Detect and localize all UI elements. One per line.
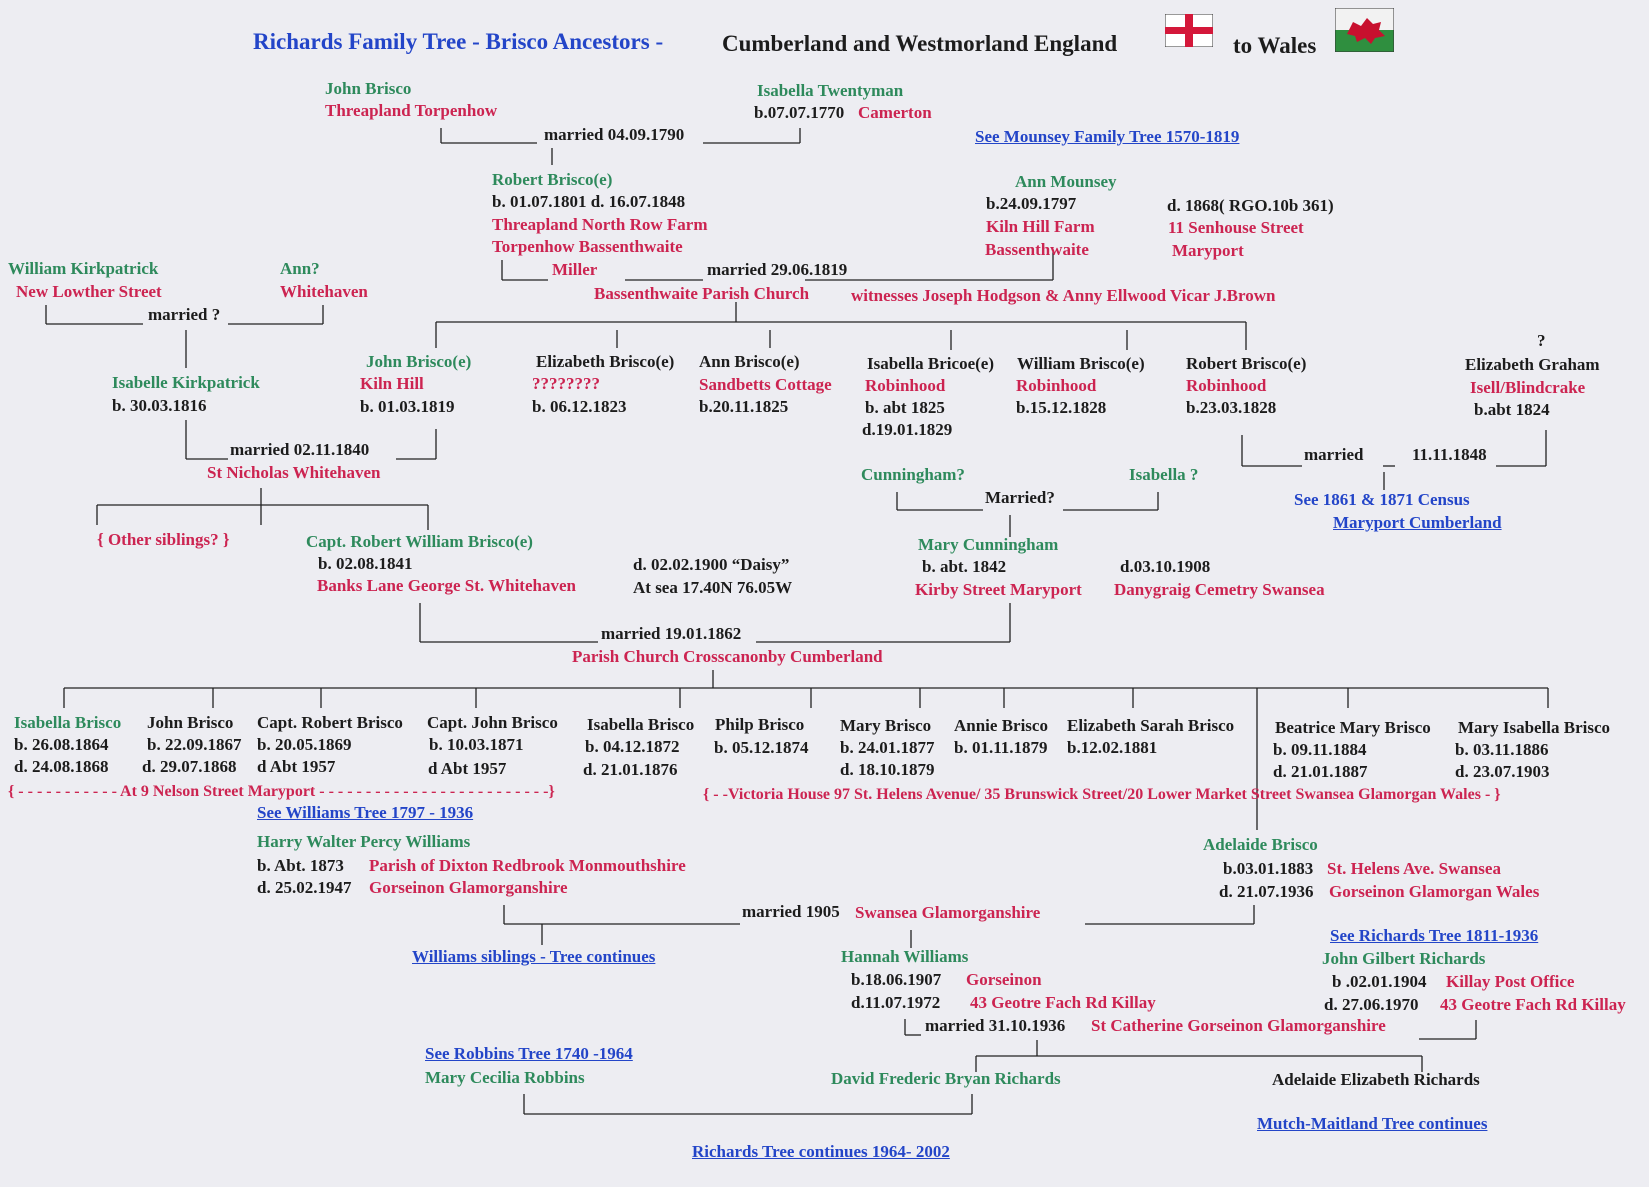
- robert-brisco-name: Robert Brisco(e): [492, 170, 613, 189]
- elizabeth-graham-name: Elizabeth Graham: [1465, 355, 1600, 374]
- isabella-bricoe-place: Robinhood: [865, 376, 946, 395]
- harry-birth-place: Parish of Dixton Redbrook Monmouthshire: [369, 856, 686, 875]
- capt-robert-place: Banks Lane George St. Whitehaven: [317, 576, 576, 595]
- isabella-bricoe-death: d.19.01.1829: [862, 420, 953, 439]
- child-birth: b. 01.11.1879: [954, 738, 1048, 757]
- church-1819: Bassenthwaite Parish Church: [594, 284, 810, 303]
- child-name: Mary Brisco: [840, 716, 932, 735]
- hannah-death-place: 43 Geotre Fach Rd Killay: [970, 993, 1156, 1012]
- church-1840: St Nicholas Whitehaven: [207, 463, 381, 482]
- child-name: Isabella Brisco: [14, 713, 122, 732]
- william-kirkpatrick-name: William Kirkpatrick: [8, 259, 159, 278]
- david-name: David Frederic Bryan Richards: [831, 1069, 1061, 1088]
- mary-cecilia-name: Mary Cecilia Robbins: [425, 1068, 585, 1087]
- robert-brisco-1828-place: Robinhood: [1186, 376, 1267, 395]
- elizabeth-graham-birth: b.abt 1824: [1474, 400, 1550, 419]
- adelaide-birth: b.03.01.1883: [1223, 859, 1314, 878]
- richards-tree-link[interactable]: See Richards Tree 1811-1936: [1330, 926, 1539, 945]
- child-birth: b. 10.03.1871: [429, 735, 524, 754]
- capt-robert-death-place: At sea 17.40N 76.05W: [633, 578, 793, 597]
- williams-tree-link[interactable]: See Williams Tree 1797 - 1936: [257, 803, 474, 822]
- marriage-1790: married 04.09.1790: [544, 125, 685, 144]
- isabelle-kirkpatrick-birth: b. 30.03.1816: [112, 396, 207, 415]
- isabelle-kirkpatrick-name: Isabelle Kirkpatrick: [112, 373, 260, 392]
- marriage-1848-label: married: [1304, 445, 1364, 464]
- mary-cunningham-birth: b. abt. 1842: [922, 557, 1007, 576]
- harry-death-place: Gorseinon Glamorganshire: [369, 878, 568, 897]
- child-birth: b. 22.09.1867: [147, 735, 242, 754]
- ann-mounsey-place1: Kiln Hill Farm: [986, 217, 1095, 236]
- mary-cunningham-death: d.03.10.1908: [1120, 557, 1211, 576]
- john-gilbert-name: John Gilbert Richards: [1322, 949, 1486, 968]
- child-name: Mary Isabella Brisco: [1458, 718, 1611, 737]
- adelaide-name: Adelaide Brisco: [1203, 835, 1318, 854]
- child-name: Elizabeth Sarah Brisco: [1067, 716, 1235, 735]
- elizabeth-graham-mark: ?: [1537, 331, 1546, 350]
- ann-brisco-birth: b.20.11.1825: [699, 397, 789, 416]
- census-link-line2[interactable]: Maryport Cumberland: [1333, 513, 1502, 532]
- child-death: d. 21.01.1887: [1273, 762, 1368, 781]
- ann-q-place: Whitehaven: [280, 282, 368, 301]
- adelaide-elizabeth-name: Adelaide Elizabeth Richards: [1272, 1070, 1480, 1089]
- john-brisco-1819-birth: b. 01.03.1819: [360, 397, 455, 416]
- child-death: d. 18.10.1879: [840, 760, 935, 779]
- page-title-destination: to Wales: [1233, 33, 1317, 58]
- isabella-twentyman-name: Isabella Twentyman: [757, 81, 904, 100]
- capt-robert-death: d. 02.02.1900 “Daisy”: [633, 555, 790, 574]
- hannah-birth: b.18.06.1907: [851, 970, 942, 989]
- capt-robert-name: Capt. Robert William Brisco(e): [306, 532, 533, 551]
- john-gilbert-birth-place: Killay Post Office: [1446, 972, 1575, 991]
- hannah-death: d.11.07.1972: [851, 993, 941, 1012]
- child-name: Capt. Robert Brisco: [257, 713, 403, 732]
- mutch-maitland-link[interactable]: Mutch-Maitland Tree continues: [1257, 1114, 1488, 1133]
- adelaide-death-place: Gorseinon Glamorgan Wales: [1329, 882, 1540, 901]
- ann-brisco-name: Ann Brisco(e): [699, 352, 800, 371]
- marriage-1819: married 29.06.1819: [707, 260, 848, 279]
- mounsey-tree-link[interactable]: See Mounsey Family Tree 1570-1819: [975, 127, 1240, 146]
- harry-death: d. 25.02.1947: [257, 878, 352, 897]
- john-gilbert-birth: b .02.01.1904: [1332, 972, 1427, 991]
- child-death: d. 24.08.1868: [14, 757, 109, 776]
- hannah-birth-place: Gorseinon: [966, 970, 1042, 989]
- hannah-name: Hannah Williams: [841, 947, 969, 966]
- robert-brisco-occupation: Miller: [552, 260, 598, 279]
- child-death: d. 21.01.1876: [583, 760, 678, 779]
- robert-brisco-place1: Threapland North Row Farm: [492, 215, 708, 234]
- place-1905: Swansea Glamorganshire: [855, 903, 1041, 922]
- isabella-q-name: Isabella ?: [1129, 465, 1199, 484]
- robert-brisco-1828-birth: b.23.03.1828: [1186, 398, 1277, 417]
- child-birth: b. 20.05.1869: [257, 735, 352, 754]
- child-birth: b. 03.11.1886: [1455, 740, 1549, 759]
- capt-robert-birth: b. 02.08.1841: [318, 554, 413, 573]
- john-gilbert-death-place: 43 Geotre Fach Rd Killay: [1440, 995, 1626, 1014]
- mary-cunningham-place: Kirby Street Maryport: [915, 580, 1082, 599]
- child-birth: b. 05.12.1874: [714, 738, 809, 757]
- williams-siblings-link[interactable]: Williams siblings - Tree continues: [412, 947, 656, 966]
- john-brisco-1819-place: Kiln Hill: [360, 374, 424, 393]
- harry-birth: b. Abt. 1873: [257, 856, 344, 875]
- william-brisco-name: William Brisco(e): [1017, 354, 1145, 373]
- witnesses-1819: witnesses Joseph Hodgson & Anny Ellwood Vicar J.Brown: [851, 286, 1276, 305]
- cunningham-name: Cunningham?: [861, 465, 965, 484]
- ann-mounsey-place2: Bassenthwaite: [985, 240, 1089, 259]
- marriage-1905: married 1905: [742, 902, 840, 921]
- child-name: Capt. John Brisco: [427, 713, 558, 732]
- wales-flag-icon: [1335, 8, 1394, 52]
- robert-brisco-1828-name: Robert Brisco(e): [1186, 354, 1307, 373]
- england-flag-icon: [1165, 14, 1213, 47]
- william-kirkpatrick-place: New Lowther Street: [16, 282, 162, 301]
- ann-mounsey-birth: b.24.09.1797: [986, 194, 1077, 213]
- child-name: John Brisco: [147, 713, 234, 732]
- page-title: Richards Family Tree - Brisco Ancestors -: [253, 29, 664, 54]
- child-death: d. 29.07.1868: [142, 757, 237, 776]
- marriage-1936: married 31.10.1936: [925, 1016, 1066, 1035]
- census-link-line1[interactable]: See 1861 & 1871 Census: [1294, 490, 1470, 509]
- robert-brisco-dates: b. 01.07.1801 d. 16.07.1848: [492, 192, 686, 211]
- marriage-1848-date: 11.11.1848: [1412, 445, 1487, 464]
- ann-mounsey-addr1: 11 Senhouse Street: [1168, 218, 1304, 237]
- isabella-twentyman-birth: b.07.07.1770: [754, 103, 845, 122]
- john-brisco-place: Threapland Torpenhow: [325, 101, 498, 120]
- marriage-1840: married 02.11.1840: [230, 440, 370, 459]
- elizabeth-brisco-name: Elizabeth Brisco(e): [536, 352, 675, 371]
- maryport-address: { - - - - - - - - - - - At 9 Nelson Street Maryport - - - - - - - - - - - - - - - - - - - - - - - - -}: [8, 783, 555, 800]
- child-name: Beatrice Mary Brisco: [1275, 718, 1431, 737]
- child-name: Annie Brisco: [954, 716, 1048, 735]
- ann-mounsey-death: d. 1868( RGO.10b 361): [1167, 196, 1334, 215]
- child-birth: b. 24.01.1877: [840, 738, 935, 757]
- isabella-bricoe-birth: b. abt 1825: [865, 398, 945, 417]
- john-brisco-1819-name: John Brisco(e): [366, 352, 472, 371]
- richards-continues-link[interactable]: Richards Tree continues 1964- 2002: [692, 1142, 950, 1161]
- elizabeth-graham-place: Isell/Blindcrake: [1470, 378, 1586, 397]
- elizabeth-brisco-birth: b. 06.12.1823: [532, 397, 627, 416]
- ann-q-name: Ann?: [280, 259, 320, 278]
- adelaide-death: d. 21.07.1936: [1219, 882, 1314, 901]
- elizabeth-brisco-place: ????????: [532, 374, 600, 393]
- marriage-1862: married 19.01.1862: [601, 624, 742, 643]
- mary-cunningham-name: Mary Cunningham: [918, 535, 1059, 554]
- child-death: d Abt 1957: [257, 757, 336, 776]
- william-brisco-birth: b.15.12.1828: [1016, 398, 1107, 417]
- child-birth: b. 09.11.1884: [1273, 740, 1367, 759]
- page-title-region: Cumberland and Westmorland England: [722, 31, 1118, 56]
- mary-cunningham-burial: Danygraig Cemetry Swansea: [1114, 580, 1325, 599]
- robert-brisco-place2: Torpenhow Bassenthwaite: [492, 237, 683, 256]
- child-birth: b. 04.12.1872: [585, 737, 680, 756]
- other-siblings-note: { Other siblings? }: [97, 530, 230, 549]
- child-name: Philp Brisco: [715, 715, 805, 734]
- church-1862: Parish Church Crosscanonby Cumberland: [572, 647, 883, 666]
- child-birth: b. 26.08.1864: [14, 735, 109, 754]
- swansea-address: { - -Victoria House 97 St. Helens Avenue/ 35 Brunswick Street/20 Lower Market Street Swansea Glamorgan Wales - }: [703, 786, 1501, 803]
- place-1936: St Catherine Gorseinon Glamorganshire: [1091, 1016, 1386, 1035]
- ann-brisco-place: Sandbetts Cottage: [699, 375, 832, 394]
- william-brisco-place: Robinhood: [1016, 376, 1097, 395]
- ann-mounsey-addr2: Maryport: [1172, 241, 1244, 260]
- harry-name: Harry Walter Percy Williams: [257, 832, 471, 851]
- child-death: d. 23.07.1903: [1455, 762, 1550, 781]
- adelaide-birth-place: St. Helens Ave. Swansea: [1327, 859, 1501, 878]
- marriage-cunningham: Married?: [985, 488, 1055, 507]
- child-name: Isabella Brisco: [587, 715, 695, 734]
- marriage-kirkpatrick: married ?: [148, 305, 221, 324]
- isabella-bricoe-name: Isabella Bricoe(e): [867, 354, 994, 373]
- john-gilbert-death: d. 27.06.1970: [1324, 995, 1419, 1014]
- ann-mounsey-name: Ann Mounsey: [1015, 172, 1117, 191]
- child-birth: b.12.02.1881: [1067, 738, 1158, 757]
- robbins-tree-link[interactable]: See Robbins Tree 1740 -1964: [425, 1044, 633, 1063]
- isabella-twentyman-place: Camerton: [858, 103, 932, 122]
- john-brisco-name: John Brisco: [325, 79, 412, 98]
- child-death: d Abt 1957: [428, 759, 507, 778]
